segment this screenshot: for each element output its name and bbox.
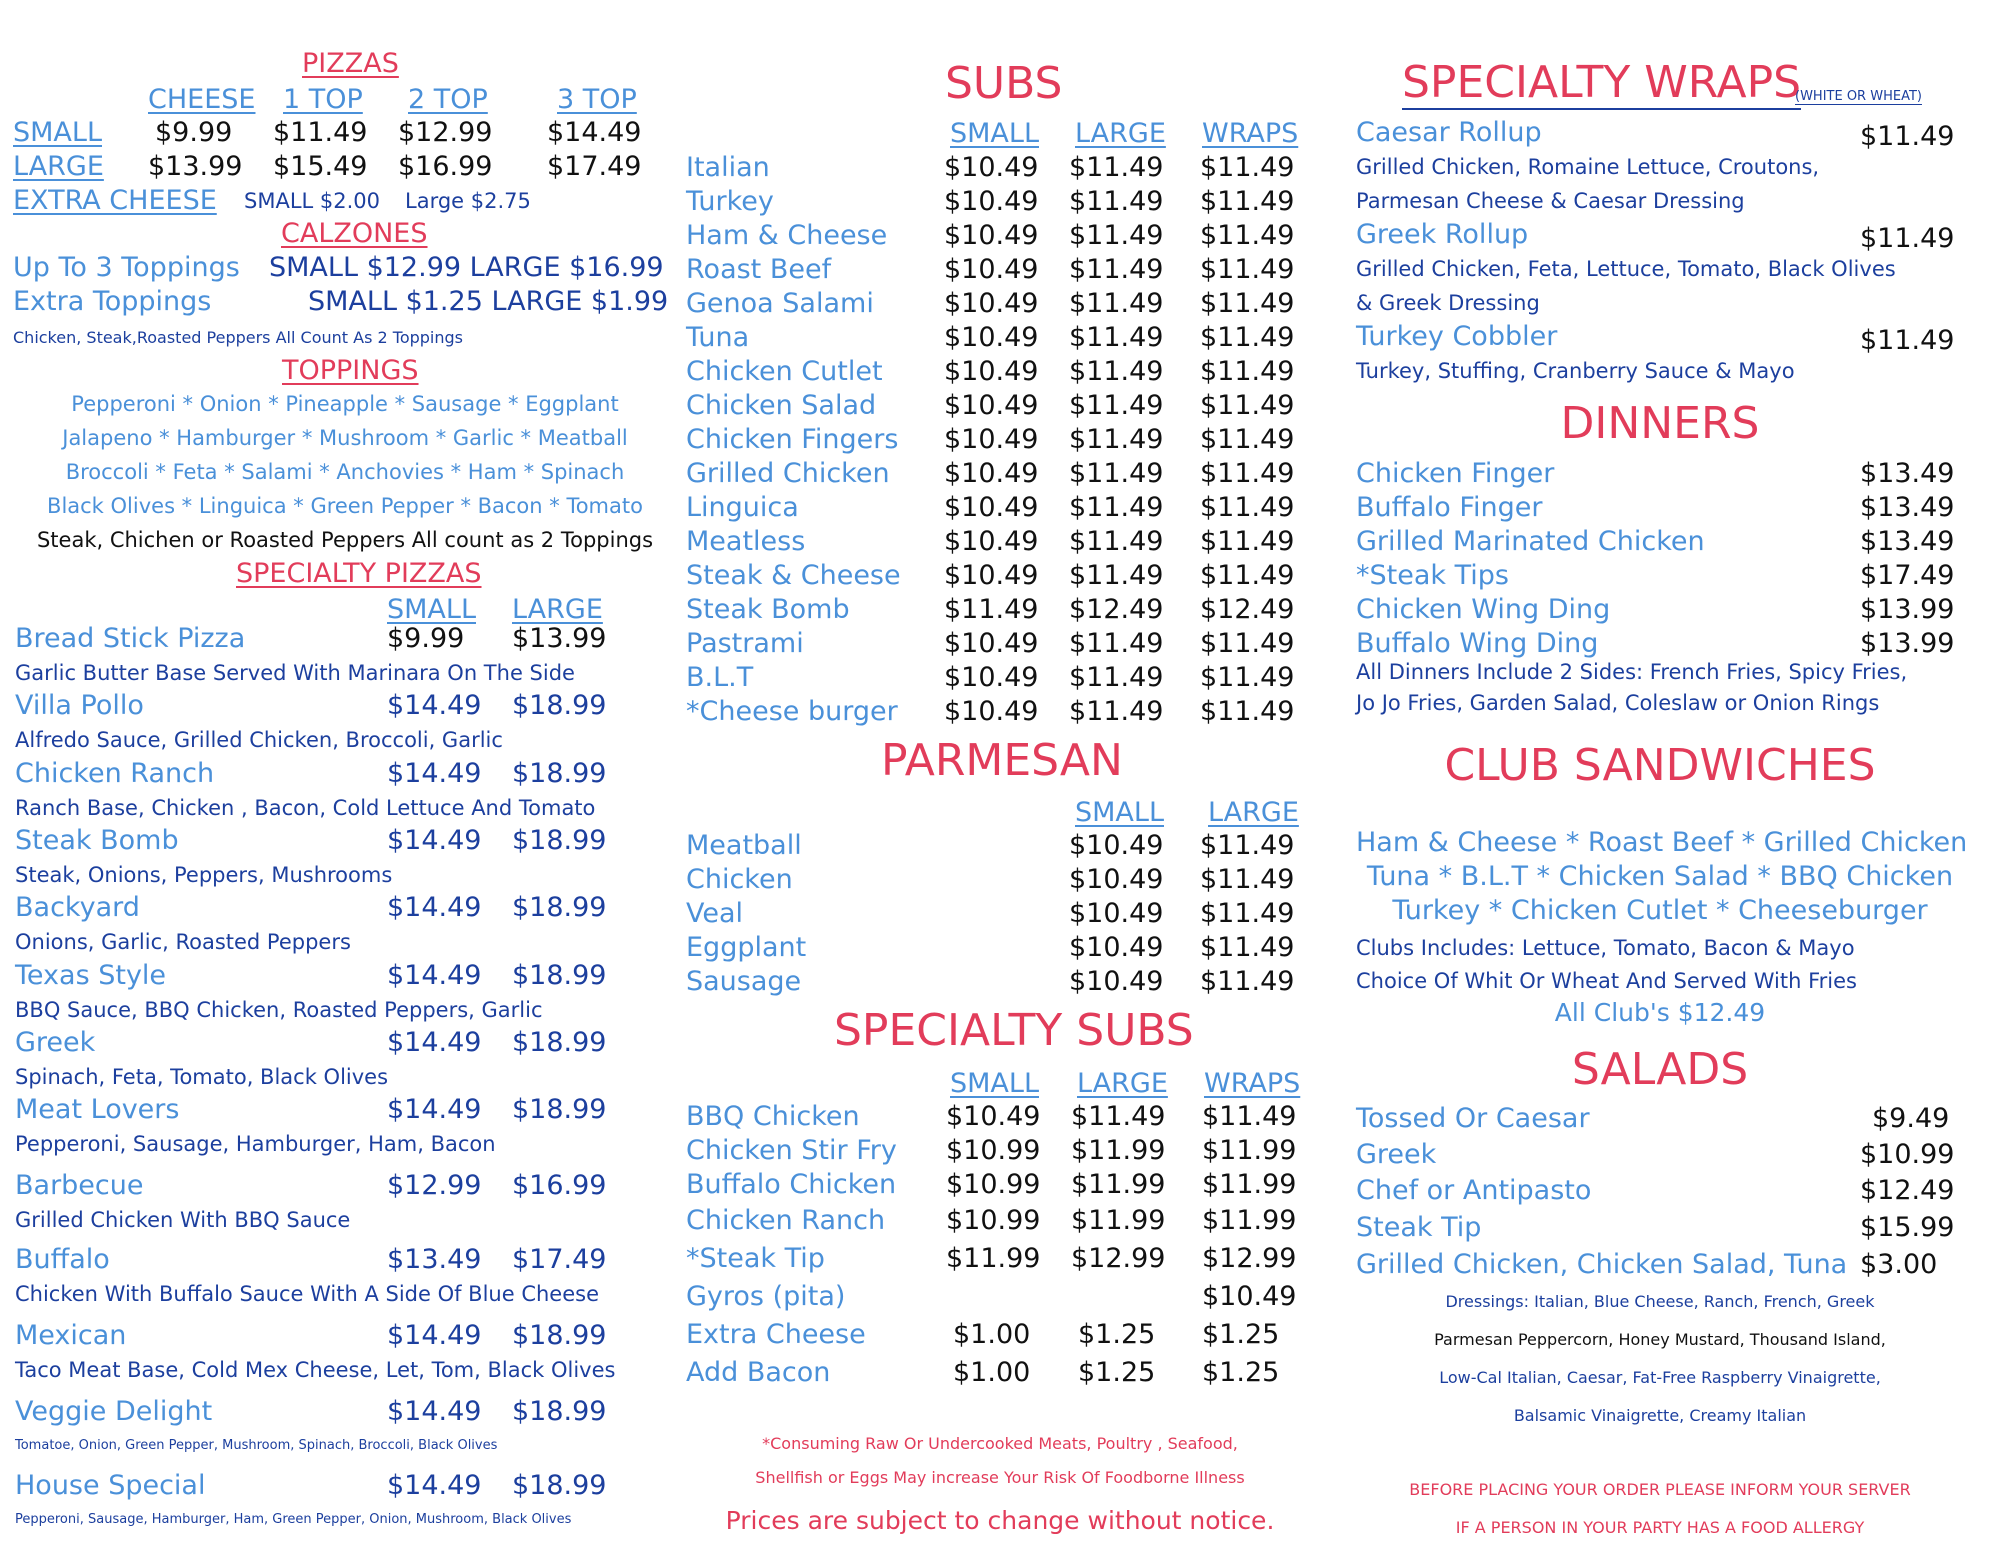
sub-large-price: $11.49	[1069, 220, 1164, 251]
dinner-name: Chicken Finger	[1356, 458, 1555, 489]
specialty-sub-name: BBQ Chicken	[686, 1101, 860, 1132]
calzones-title: CALZONES	[281, 218, 428, 249]
dinner-price: $17.49	[1860, 560, 1955, 591]
sub-small-price: $10.49	[944, 424, 1039, 455]
specialty-pizza-small-price: $12.99	[387, 1170, 482, 1201]
club-note-2: Choice Of Whit Or Wheat And Served With Fries	[1356, 969, 1857, 993]
sub-small-price: $10.49	[944, 492, 1039, 523]
sub-wrap-price: $11.49	[1200, 152, 1295, 183]
specialty-pizza-desc: Tomatoe, Onion, Green Pepper, Mushroom, Spinach, Broccoli, Black Olives	[15, 1438, 498, 1453]
specialty-sub-name: Add Bacon	[686, 1357, 831, 1388]
parmesan-name: Veal	[686, 898, 744, 929]
toppings-line-1: Pepperoni * Onion * Pineapple * Sausage * Eggplant	[71, 392, 619, 416]
club-note-1: Clubs Includes: Lettuce, Tomato, Bacon & Mayo	[1356, 936, 1855, 960]
sub-wrap-price: $12.49	[1200, 594, 1295, 625]
specialty-pizza-name: Backyard	[15, 892, 140, 923]
specialty-pizza-name: Veggie Delight	[15, 1396, 213, 1427]
specialty-sub-wrap-price: $11.49	[1202, 1101, 1297, 1132]
dinner-price: $13.49	[1860, 526, 1955, 557]
salad-price: $15.99	[1860, 1212, 1955, 1243]
dinner-price: $13.99	[1860, 628, 1955, 659]
dinner-name: Chicken Wing Ding	[1356, 594, 1611, 625]
specialty-pizza-desc: Garlic Butter Base Served With Marinara On The Side	[15, 661, 575, 685]
sub-name: Italian	[686, 152, 770, 183]
sub-wrap-price: $11.49	[1200, 356, 1295, 387]
specialty-pizza-desc: Pepperoni, Sausage, Hamburger, Ham, Green Pepper, Onion, Mushroom, Black Olives	[15, 1512, 572, 1527]
specialty-subs-header-small: SMALL	[950, 1068, 1039, 1099]
specialty-pizza-small-price: $14.49	[387, 1396, 482, 1427]
sub-small-price: $10.49	[944, 186, 1039, 217]
specialty-pizza-small-price: $14.49	[387, 825, 482, 856]
wrap-name: Turkey Cobbler	[1356, 321, 1558, 352]
specialty-subs-header-wraps: WRAPS	[1204, 1068, 1301, 1099]
sub-name: Turkey	[686, 186, 774, 217]
specialty-sub-large-price: $11.99	[1071, 1205, 1166, 1236]
toppings-note: Steak, Chichen or Roasted Peppers All count as 2 Toppings	[36, 528, 654, 552]
salad-name: Tossed Or Caesar	[1356, 1103, 1590, 1134]
specialty-pizza-large-price: $18.99	[512, 825, 607, 856]
parmesan-large-price: $11.49	[1200, 932, 1295, 963]
specialty-pizza-desc: Taco Meat Base, Cold Mex Cheese, Let, Tom, Black Olives	[15, 1358, 616, 1382]
specialty-sub-large-price: $11.49	[1071, 1101, 1166, 1132]
salad-name: Greek	[1356, 1139, 1437, 1170]
specialty-sub-name: Chicken Stir Fry	[686, 1135, 897, 1166]
sub-wrap-price: $11.49	[1200, 322, 1295, 353]
wrap-name: Caesar Rollup	[1356, 117, 1542, 148]
sub-large-price: $11.49	[1069, 186, 1164, 217]
wrap-name: Greek Rollup	[1356, 219, 1529, 250]
parmesan-small-price: $10.49	[1069, 932, 1164, 963]
specialty-pizza-small-price: $14.49	[387, 1094, 482, 1125]
wrap-price: $11.49	[1860, 325, 1955, 356]
specialty-sub-wrap-price: $1.25	[1202, 1319, 1280, 1350]
sub-small-price: $10.49	[944, 662, 1039, 693]
subs-title: SUBS	[945, 58, 1063, 109]
sub-wrap-price: $11.49	[1200, 254, 1295, 285]
sub-large-price: $11.49	[1069, 458, 1164, 489]
wrap-desc: Turkey, Stuffing, Cranberry Sauce & Mayo	[1356, 359, 1795, 383]
parmesan-large-price: $11.49	[1200, 966, 1295, 997]
dinner-price: $13.99	[1860, 594, 1955, 625]
sub-large-price: $11.49	[1069, 526, 1164, 557]
specialty-pizza-name: Chicken Ranch	[15, 758, 215, 789]
sub-large-price: $11.49	[1069, 254, 1164, 285]
pizza-large-1top: $15.49	[273, 151, 368, 182]
sub-small-price: $10.49	[944, 526, 1039, 557]
pizza-header-cheese: CHEESE	[148, 84, 256, 115]
sub-name: Meatless	[686, 526, 806, 557]
dinner-name: Buffalo Wing Ding	[1356, 628, 1599, 659]
dinner-name: Grilled Marinated Chicken	[1356, 526, 1705, 557]
calzone-note: Chicken, Steak,Roasted Peppers All Count As 2 Toppings	[13, 328, 463, 347]
sub-name: Linguica	[686, 492, 799, 523]
sub-wrap-price: $11.49	[1200, 492, 1295, 523]
sub-wrap-price: $11.49	[1200, 696, 1295, 727]
specialty-pizza-large-price: $18.99	[512, 1027, 607, 1058]
sub-large-price: $11.49	[1069, 492, 1164, 523]
specialty-sub-wrap-price: $11.99	[1202, 1205, 1297, 1236]
specialty-pizza-desc: Onions, Garlic, Roasted Peppers	[15, 930, 351, 954]
sub-wrap-price: $11.49	[1200, 662, 1295, 693]
specialty-pizza-small-price: $14.49	[387, 892, 482, 923]
specialty-pizza-desc: Steak, Onions, Peppers, Mushrooms	[15, 863, 393, 887]
specialty-pizza-name: Meat Lovers	[15, 1094, 180, 1125]
specialty-pizza-desc: Ranch Base, Chicken , Bacon, Cold Lettuce And Tomato	[15, 796, 596, 820]
parmesan-large-price: $11.49	[1200, 830, 1295, 861]
specialty-pizza-small-price: $13.49	[387, 1244, 482, 1275]
pizza-row-large-label: LARGE	[13, 151, 104, 182]
specialty-pizza-name: Buffalo	[15, 1244, 110, 1275]
pizzas-title: PIZZAS	[302, 48, 399, 79]
sub-name: Grilled Chicken	[686, 458, 890, 489]
sub-name: Chicken Salad	[686, 390, 877, 421]
sub-name: Tuna	[686, 322, 750, 353]
specialty-sub-wrap-price: $1.25	[1202, 1357, 1280, 1388]
specialty-pizza-large-price: $18.99	[512, 1094, 607, 1125]
pizza-header-3top: 3 TOP	[557, 84, 637, 115]
sub-name: Genoa Salami	[686, 288, 874, 319]
specialty-pizza-header-small: SMALL	[387, 594, 476, 625]
specialty-sub-large-price: $11.99	[1071, 1169, 1166, 1200]
wrap-desc: Parmesan Cheese & Caesar Dressing	[1356, 189, 1745, 213]
pizza-header-2top: 2 TOP	[408, 84, 488, 115]
salad-price: $10.99	[1860, 1139, 1955, 1170]
specialty-pizza-desc: Grilled Chicken With BBQ Sauce	[15, 1208, 351, 1232]
parmesan-title: PARMESAN	[881, 735, 1123, 786]
subs-header-wraps: WRAPS	[1202, 118, 1299, 149]
dressings-line-2: Parmesan Peppercorn, Honey Mustard, Thousand Island,	[1434, 1330, 1886, 1349]
parmesan-name: Chicken	[686, 864, 793, 895]
club-sandwiches-title: CLUB SANDWICHES	[1444, 740, 1876, 791]
parmesan-small-price: $10.49	[1069, 864, 1164, 895]
dinner-price: $13.49	[1860, 458, 1955, 489]
sub-wrap-price: $11.49	[1200, 288, 1295, 319]
specialty-pizza-large-price: $13.99	[512, 623, 607, 654]
sub-wrap-price: $11.49	[1200, 458, 1295, 489]
sub-large-price: $11.49	[1069, 662, 1164, 693]
dinners-title: DINNERS	[1560, 398, 1760, 449]
specialty-pizza-small-price: $9.99	[387, 623, 465, 654]
calzone-row-1-label: Up To 3 Toppings	[13, 252, 240, 283]
dinners-note-2: Jo Jo Fries, Garden Salad, Coleslaw or Onion Rings	[1356, 691, 1880, 715]
parmesan-header-large: LARGE	[1208, 797, 1299, 828]
sub-large-price: $11.49	[1069, 288, 1164, 319]
sub-wrap-price: $11.49	[1200, 628, 1295, 659]
specialty-sub-wrap-price: $11.99	[1202, 1135, 1297, 1166]
salad-name: Steak Tip	[1356, 1212, 1482, 1243]
specialty-pizza-large-price: $18.99	[512, 960, 607, 991]
specialty-pizza-large-price: $16.99	[512, 1170, 607, 1201]
specialty-sub-name: Chicken Ranch	[686, 1205, 886, 1236]
sub-wrap-price: $11.49	[1200, 424, 1295, 455]
sub-small-price: $10.49	[944, 254, 1039, 285]
sub-large-price: $11.49	[1069, 322, 1164, 353]
pizza-large-cheese: $13.99	[148, 151, 243, 182]
pizza-large-3top: $17.49	[547, 151, 642, 182]
dressings-line-4: Balsamic Vinaigrette, Creamy Italian	[1513, 1406, 1807, 1425]
wrap-desc: Grilled Chicken, Romaine Lettuce, Croutons,	[1356, 155, 1820, 179]
specialty-pizza-header-large: LARGE	[512, 594, 603, 625]
specialty-sub-small-price: $11.99	[946, 1243, 1041, 1274]
salad-price: $9.49	[1872, 1103, 1950, 1134]
specialty-sub-large-price: $1.25	[1078, 1357, 1156, 1388]
specialty-sub-small-price: $1.00	[953, 1357, 1031, 1388]
wrap-desc: Grilled Chicken, Feta, Lettuce, Tomato, Black Olives	[1356, 257, 1896, 281]
parmesan-small-price: $10.49	[1069, 966, 1164, 997]
specialty-sub-large-price: $12.99	[1071, 1243, 1166, 1274]
sub-wrap-price: $11.49	[1200, 220, 1295, 251]
specialty-pizza-small-price: $14.49	[387, 1320, 482, 1351]
pizza-small-1top: $11.49	[273, 117, 368, 148]
specialty-sub-small-price: $1.00	[953, 1319, 1031, 1350]
club-line-3: Turkey * Chicken Cutlet * Cheeseburger	[1392, 895, 1928, 926]
sub-small-price: $10.49	[944, 322, 1039, 353]
club-line-1: Ham & Cheese * Roast Beef * Grilled Chicken	[1356, 827, 1968, 858]
specialty-pizza-name: Steak Bomb	[15, 825, 179, 856]
sub-name: Steak & Cheese	[686, 560, 901, 591]
sub-large-price: $11.49	[1069, 696, 1164, 727]
specialty-sub-small-price: $10.49	[946, 1101, 1041, 1132]
dinners-note-1: All Dinners Include 2 Sides: French Fries, Spicy Fries,	[1356, 660, 1908, 684]
sub-name: Chicken Cutlet	[686, 356, 883, 387]
specialty-pizza-name: House Special	[15, 1470, 206, 1501]
sub-wrap-price: $11.49	[1200, 390, 1295, 421]
sub-name: Steak Bomb	[686, 594, 850, 625]
toppings-line-3: Broccoli * Feta * Salami * Anchovies * Ham * Spinach	[65, 460, 625, 484]
specialty-pizza-desc: Pepperoni, Sausage, Hamburger, Ham, Bacon	[15, 1132, 496, 1156]
pizza-header-1top: 1 TOP	[283, 84, 363, 115]
pizza-large-2top: $16.99	[398, 151, 493, 182]
calzone-row-2-price: SMALL $1.25 LARGE $1.99	[308, 286, 669, 317]
sub-small-price: $11.49	[944, 594, 1039, 625]
specialty-pizza-name: Bread Stick Pizza	[15, 623, 246, 654]
specialty-pizza-name: Greek	[15, 1027, 96, 1058]
subs-header-large: LARGE	[1075, 118, 1166, 149]
sub-large-price: $11.49	[1069, 628, 1164, 659]
specialty-pizza-small-price: $14.49	[387, 758, 482, 789]
specialty-pizza-small-price: $14.49	[387, 690, 482, 721]
wrap-price: $11.49	[1860, 121, 1955, 152]
sub-small-price: $10.49	[944, 152, 1039, 183]
specialty-sub-name: Buffalo Chicken	[686, 1169, 897, 1200]
sub-small-price: $10.49	[944, 628, 1039, 659]
parmesan-name: Sausage	[686, 966, 802, 997]
sub-small-price: $10.49	[944, 696, 1039, 727]
specialty-pizza-large-price: $18.99	[512, 758, 607, 789]
club-price: All Club's $12.49	[1554, 998, 1766, 1027]
raw-food-warning-1: *Consuming Raw Or Undercooked Meats, Poultry , Seafood,	[762, 1434, 1238, 1453]
pizza-row-small-label: SMALL	[13, 117, 102, 148]
specialty-pizza-desc: Alfredo Sauce, Grilled Chicken, Broccoli, Garlic	[15, 728, 503, 752]
specialty-subs-title: SPECIALTY SUBS	[834, 1005, 1194, 1056]
specialty-sub-wrap-price: $12.99	[1202, 1243, 1297, 1274]
parmesan-name: Meatball	[686, 830, 802, 861]
specialty-pizza-small-price: $14.49	[387, 1027, 482, 1058]
parmesan-large-price: $11.49	[1200, 898, 1295, 929]
specialty-pizzas-title: SPECIALTY PIZZAS	[236, 558, 482, 589]
sub-name: Ham & Cheese	[686, 220, 888, 251]
specialty-sub-small-price: $10.99	[946, 1205, 1041, 1236]
toppings-line-4: Black Olives * Linguica * Green Pepper * Bacon * Tomato	[47, 494, 643, 518]
specialty-wraps-subtitle: (WHITE OR WHEAT)	[1795, 89, 1922, 104]
toppings-line-2: Jalapeno * Hamburger * Mushroom * Garlic * Meatball	[62, 426, 628, 450]
sub-small-price: $10.49	[944, 288, 1039, 319]
specialty-pizza-desc: Spinach, Feta, Tomato, Black Olives	[15, 1065, 389, 1089]
specialty-sub-name: Extra Cheese	[686, 1319, 866, 1350]
specialty-pizza-large-price: $18.99	[512, 1470, 607, 1501]
calzone-row-2-label: Extra Toppings	[13, 286, 212, 317]
sub-large-price: $11.49	[1069, 560, 1164, 591]
wrap-price: $11.49	[1860, 223, 1955, 254]
specialty-pizza-large-price: $18.99	[512, 1320, 607, 1351]
allergy-line-1: BEFORE PLACING YOUR ORDER PLEASE INFORM YOUR SERVER	[1409, 1480, 1911, 1499]
parmesan-header-small: SMALL	[1075, 797, 1164, 828]
sub-large-price: $11.49	[1069, 356, 1164, 387]
club-line-2: Tuna * B.L.T * Chicken Salad * BBQ Chicken	[1366, 861, 1954, 892]
specialty-pizza-small-price: $14.49	[387, 960, 482, 991]
sub-large-price: $11.49	[1069, 390, 1164, 421]
specialty-pizza-name: Mexican	[15, 1320, 127, 1351]
specialty-subs-header-large: LARGE	[1077, 1068, 1168, 1099]
specialty-sub-large-price: $11.99	[1071, 1135, 1166, 1166]
toppings-title: TOPPINGS	[282, 355, 419, 386]
extra-cheese-small: SMALL $2.00	[244, 189, 381, 213]
extra-cheese-label: EXTRA CHEESE	[13, 185, 217, 216]
specialty-pizza-large-price: $18.99	[512, 892, 607, 923]
salad-name: Chef or Antipasto	[1356, 1175, 1592, 1206]
parmesan-small-price: $10.49	[1069, 830, 1164, 861]
sub-large-price: $12.49	[1069, 594, 1164, 625]
pizza-small-cheese: $9.99	[155, 117, 233, 148]
specialty-pizza-large-price: $17.49	[512, 1244, 607, 1275]
pizza-small-2top: $12.99	[398, 117, 493, 148]
specialty-sub-name: Gyros (pita)	[686, 1281, 846, 1312]
specialty-pizza-name: Barbecue	[15, 1170, 144, 1201]
sub-name: Chicken Fingers	[686, 424, 899, 455]
sub-small-price: $10.49	[944, 390, 1039, 421]
specialty-sub-wrap-price: $11.99	[1202, 1169, 1297, 1200]
dinner-name: *Steak Tips	[1356, 560, 1509, 591]
salad-name: Grilled Chicken, Chicken Salad, Tuna	[1356, 1249, 1848, 1280]
dressings-line-3: Low-Cal Italian, Caesar, Fat-Free Raspberry Vinaigrette,	[1439, 1368, 1881, 1387]
calzone-row-1-price: SMALL $12.99 LARGE $16.99	[269, 252, 664, 283]
sub-small-price: $10.49	[944, 560, 1039, 591]
sub-small-price: $10.49	[944, 356, 1039, 387]
sub-large-price: $11.49	[1069, 152, 1164, 183]
sub-wrap-price: $11.49	[1200, 526, 1295, 557]
parmesan-small-price: $10.49	[1069, 898, 1164, 929]
specialty-sub-name: *Steak Tip	[686, 1243, 825, 1274]
subs-header-small: SMALL	[950, 118, 1039, 149]
sub-name: *Cheese burger	[686, 696, 898, 727]
parmesan-large-price: $11.49	[1200, 864, 1295, 895]
sub-name: B.L.T	[686, 662, 754, 693]
specialty-pizza-name: Texas Style	[15, 960, 167, 991]
salad-price: $12.49	[1860, 1175, 1955, 1206]
specialty-pizza-desc: BBQ Sauce, BBQ Chicken, Roasted Peppers, Garlic	[15, 998, 543, 1022]
dinner-price: $13.49	[1860, 492, 1955, 523]
sub-wrap-price: $11.49	[1200, 560, 1295, 591]
salads-title: SALADS	[1571, 1044, 1749, 1095]
specialty-pizza-large-price: $18.99	[512, 1396, 607, 1427]
sub-small-price: $10.49	[944, 458, 1039, 489]
sub-small-price: $10.49	[944, 220, 1039, 251]
dressings-line-1: Dressings: Italian, Blue Cheese, Ranch, French, Greek	[1445, 1292, 1875, 1311]
specialty-wraps-title: SPECIALTY WRAPS	[1402, 57, 1802, 108]
extra-cheese-large: Large $2.75	[405, 189, 531, 213]
sub-name: Pastrami	[686, 628, 804, 659]
specialty-sub-small-price: $10.99	[946, 1169, 1041, 1200]
pizza-small-3top: $14.49	[547, 117, 642, 148]
wrap-desc: & Greek Dressing	[1356, 291, 1540, 315]
dinner-name: Buffalo Finger	[1356, 492, 1543, 523]
sub-name: Roast Beef	[686, 254, 832, 285]
specialty-sub-small-price: $10.99	[946, 1135, 1041, 1166]
raw-food-warning-2: Shellfish or Eggs May increase Your Risk Of Foodborne Illness	[755, 1468, 1245, 1487]
specialty-pizza-desc: Chicken With Buffalo Sauce With A Side Of Blue Cheese	[15, 1282, 599, 1306]
specialty-pizza-name: Villa Pollo	[15, 690, 144, 721]
prices-change-note: Prices are subject to change without notice.	[725, 1506, 1275, 1535]
sub-wrap-price: $11.49	[1200, 186, 1295, 217]
specialty-pizza-small-price: $14.49	[387, 1470, 482, 1501]
parmesan-name: Eggplant	[686, 932, 807, 963]
specialty-sub-large-price: $1.25	[1078, 1319, 1156, 1350]
allergy-line-2: IF A PERSON IN YOUR PARTY HAS A FOOD ALLERGY	[1455, 1518, 1865, 1537]
sub-large-price: $11.49	[1069, 424, 1164, 455]
specialty-pizza-large-price: $18.99	[512, 690, 607, 721]
specialty-sub-wrap-price: $10.49	[1202, 1281, 1297, 1312]
salad-price: $3.00	[1860, 1249, 1938, 1280]
